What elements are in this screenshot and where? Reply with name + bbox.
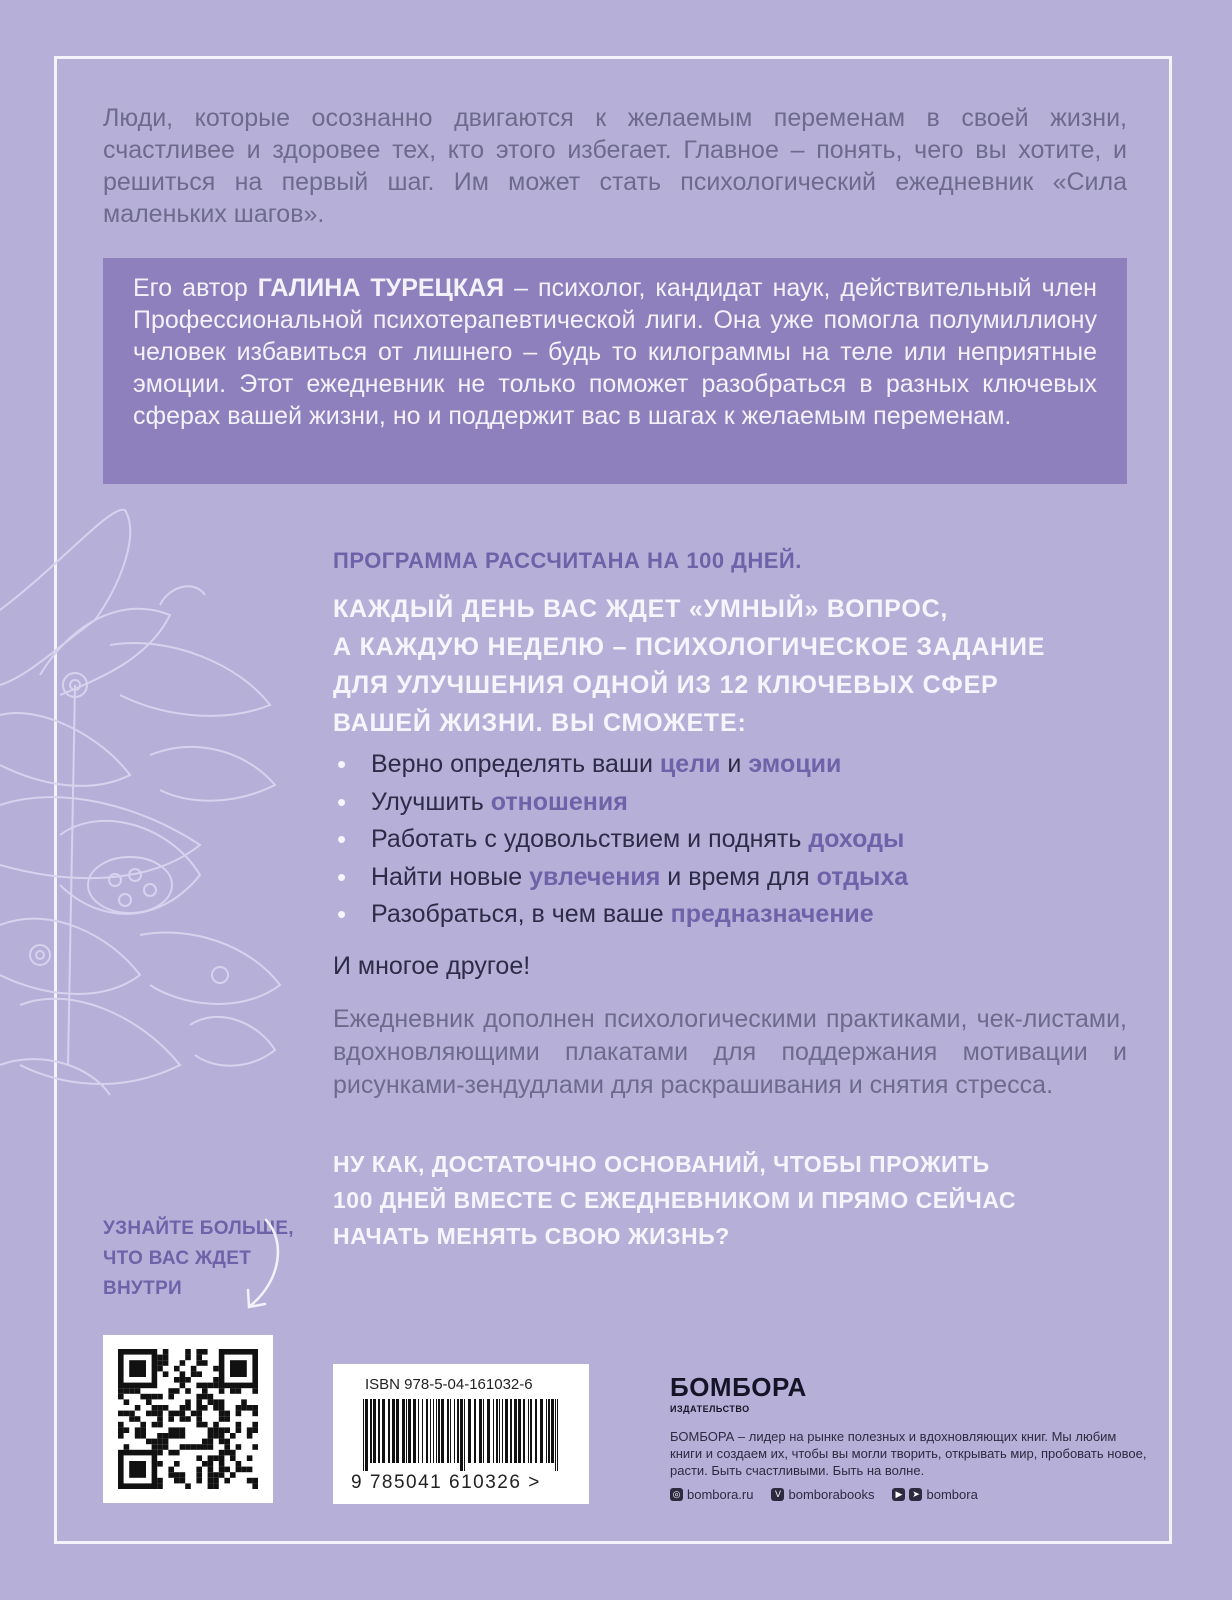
isbn-label: ISBN 978-5-04-161032-6 bbox=[365, 1376, 533, 1393]
bullet-icon: • bbox=[337, 824, 347, 854]
list-item: • Найти новые увлечения и время для отдыха bbox=[337, 861, 909, 892]
daily-line: ДЛЯ УЛУЧШЕНИЯ ОДНОЙ ИЗ 12 КЛЮЧЕВЫХ СФЕР bbox=[333, 671, 999, 699]
cta-heading bbox=[333, 1146, 1093, 1254]
barcode-digits: 9 785041 610326 > bbox=[351, 1472, 541, 1493]
daily-line: ВАШЕЙ ЖИЗНИ. ВЫ СМОЖЕТЕ: bbox=[333, 709, 747, 737]
daily-line: КАЖДЫЙ ДЕНЬ ВАС ЖДЕТ «УМНЫЙ» ВОПРОС, bbox=[333, 595, 949, 623]
bullet-icon: • bbox=[337, 899, 347, 929]
cta-line: НУ КАК, ДОСТАТОЧНО ОСНОВАНИЙ, ЧТОБЫ ПРОЖИТЬ bbox=[333, 1151, 990, 1177]
publisher-description: БОМБОРА – лидер на рынке полезных и вдохновляющих книг. Мы любим книги и создаем их, чтобы вы могли творить, открывать мир, пробовать новое, расти. Быть счастливыми. Быть на волне. bbox=[670, 1429, 1147, 1478]
daily-line: А КАЖДУЮ НЕДЕЛЮ – ПСИХОЛОГИЧЕСКОЕ ЗАДАНИЕ bbox=[333, 633, 1046, 661]
author-prefix: Его автор bbox=[133, 274, 258, 302]
social-site[interactable]: ◎ bombora.ru bbox=[670, 1487, 753, 1502]
learn-more-label: УЗНАЙТЕ БОЛЬШЕ, ЧТО ВАС ЖДЕТ ВНУТРИ bbox=[103, 1218, 294, 1299]
cta-line: 100 ДНЕЙ ВМЕСТЕ С ЕЖЕДНЕВНИКОМ И ПРЯМО СЕЙЧАС bbox=[333, 1187, 1016, 1213]
list-item: • Разобраться, в чем ваше предназначение bbox=[337, 899, 874, 929]
publisher-logo-sub: ИЗДАТЕЛЬСТВО bbox=[670, 1404, 750, 1414]
ornament-mandala bbox=[0, 505, 285, 1105]
vk-icon: V bbox=[771, 1488, 784, 1501]
program-heading: ПРОГРАММА РАССЧИТАНА НА 100 ДНЕЙ. bbox=[333, 548, 802, 573]
bullet-icon: • bbox=[337, 786, 347, 817]
instagram-icon: ◎ bbox=[670, 1488, 683, 1501]
practices-paragraph: Ежедневник дополнен психологическими практиками, чек-листами, вдохновляющими плакатами для поддержания мотивации и рисунками-зендудлами для раскрашивания и снятия стресса. bbox=[333, 1005, 1127, 1099]
social-vk[interactable]: V bomborabooks bbox=[771, 1487, 874, 1502]
social-youtube-telegram[interactable]: ▶ ➤ bombora bbox=[892, 1487, 977, 1502]
bullet-icon: • bbox=[337, 861, 347, 892]
qr-code[interactable] bbox=[103, 1335, 273, 1503]
publisher-logo: БОМБОРА bbox=[670, 1372, 807, 1402]
intro-paragraph: Люди, которые осознанно двигаются к желаемым переменам в своей жизни, счастливее и здоровее тех, кто этого избегает. Главное – понять, чего вы хотите, и решиться на первый шаг. Им может стать психологический ежедневник «Сила маленьких шагов». bbox=[103, 104, 1127, 228]
social-links bbox=[670, 1487, 978, 1502]
curved-arrow-icon bbox=[236, 1216, 296, 1316]
qr-code-graphic bbox=[103, 1335, 273, 1503]
list-item: • Верно определять ваши цели и эмоции bbox=[337, 749, 842, 779]
author-text: – психолог, кандидат наук, действительный член Профессиональной психотерапевтической лиги. Она уже помогла полумиллиону человек избавиться от лишнего – будь то килограммы на теле или неприятные эмоции. Этот ежедневник не только поможет разобраться в разных ключевых сферах вашей жизни, но и поддержит вас в шагах к желаемым переменам. bbox=[133, 274, 1097, 430]
list-item: • Улучшить отношения bbox=[337, 786, 628, 817]
author-paragraph bbox=[133, 272, 1097, 432]
more-text: И многое другое! bbox=[333, 952, 531, 980]
author-box bbox=[103, 258, 1127, 484]
youtube-icon: ▶ bbox=[892, 1488, 905, 1501]
list-item: • Работать с удовольствием и поднять доходы bbox=[337, 824, 905, 854]
barcode-box bbox=[333, 1364, 589, 1504]
author-name: ГАЛИНА ТУРЕЦКАЯ bbox=[257, 274, 505, 302]
barcode bbox=[363, 1399, 563, 1471]
benefits-list bbox=[333, 748, 1113, 936]
telegram-icon: ➤ bbox=[909, 1488, 922, 1501]
daily-question-heading bbox=[333, 590, 1093, 742]
bullet-icon: • bbox=[337, 749, 347, 779]
cta-line: НАЧАТЬ МЕНЯТЬ СВОЮ ЖИЗНЬ? bbox=[333, 1223, 730, 1249]
